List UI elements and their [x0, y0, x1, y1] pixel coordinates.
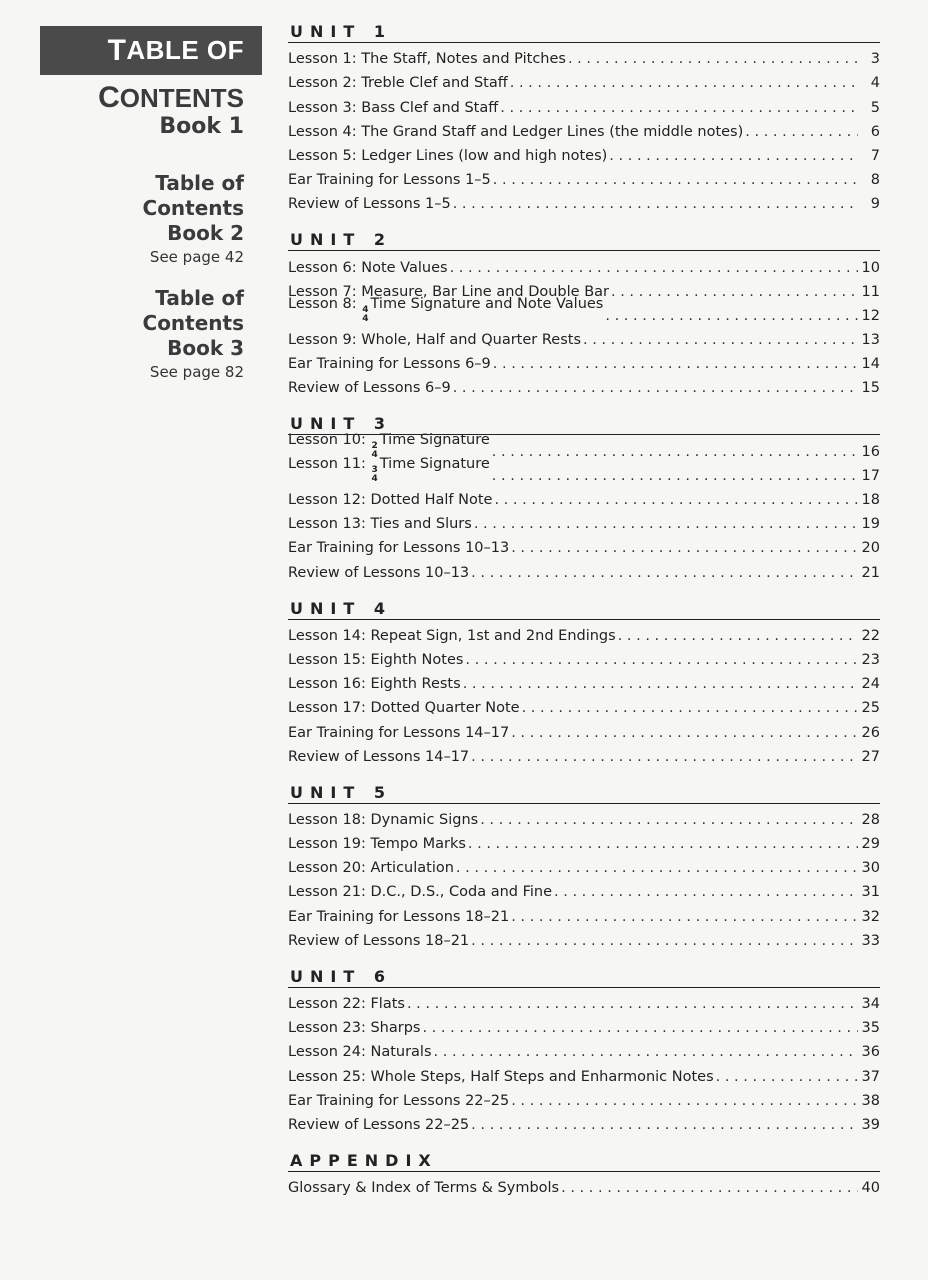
- dot-leader: [471, 749, 858, 765]
- entry-label: [288, 725, 511, 741]
- entry-label-text: Lesson 7: Measure, Bar Line and Double Bar: [288, 283, 609, 300]
- dot-leader: [492, 444, 858, 460]
- entry-label-text: Lesson 24: Naturals: [288, 1044, 432, 1061]
- entry-label: [288, 516, 474, 532]
- entry-label-text: Lesson 8:: [288, 295, 357, 312]
- unit-section: [288, 783, 880, 949]
- dot-leader: [471, 1117, 858, 1133]
- entry-label: [288, 700, 522, 716]
- entry-label: [288, 75, 510, 91]
- dot-leader: [468, 836, 858, 852]
- dot-leader: [605, 308, 858, 324]
- page-number: 36: [861, 1044, 880, 1061]
- page-number: 22: [861, 627, 880, 644]
- entry-label-text: Lesson 18: Dynamic Signs: [288, 811, 479, 828]
- entry-label: [288, 836, 468, 852]
- unit-section: [288, 22, 880, 212]
- time-signature-top: 2: [371, 440, 378, 451]
- page-number: 4: [870, 75, 880, 92]
- unit-section: [288, 599, 880, 765]
- entry-label: [288, 1093, 511, 1109]
- entry-label-text: Lesson 14: Repeat Sign, 1st and 2nd Endings: [288, 627, 616, 644]
- dot-leader: [407, 996, 858, 1012]
- entry-label-text: Lesson 15: Eighth Notes: [288, 651, 464, 668]
- toc-entry[interactable]: [288, 900, 880, 924]
- page-number: 8: [870, 172, 880, 189]
- dot-leader: [609, 148, 858, 164]
- toc-entry[interactable]: [288, 692, 880, 716]
- page-number: 35: [861, 1020, 880, 1037]
- entry-label: [288, 1117, 471, 1133]
- toc-entry[interactable]: [288, 116, 880, 140]
- entry-label: [288, 628, 618, 644]
- toc-main: [288, 22, 880, 1214]
- page-number: 30: [861, 860, 880, 877]
- dot-leader: [716, 1069, 858, 1085]
- book3-line3: Book 3: [167, 336, 244, 360]
- dot-leader: [471, 565, 858, 581]
- page-number: 39: [861, 1116, 880, 1133]
- page-number: 13: [861, 332, 880, 349]
- entry-label-text: Ear Training for Lessons 1–5: [288, 172, 491, 189]
- dot-leader: [745, 124, 858, 140]
- toc-entry[interactable]: [288, 876, 880, 900]
- toc-entry[interactable]: [288, 668, 880, 692]
- entry-label: [288, 492, 494, 508]
- entry-label-text: Review of Lessons 1–5: [288, 196, 451, 213]
- page-number: 26: [861, 724, 880, 741]
- toc-entry[interactable]: [288, 644, 880, 668]
- unit-heading: UNIT 1: [288, 22, 880, 43]
- entry-label: [288, 652, 465, 668]
- page-number: 29: [861, 836, 880, 853]
- book2-line1: Table of: [155, 171, 244, 195]
- entry-label: [288, 380, 453, 396]
- page-number: 7: [870, 147, 880, 164]
- page-number: 40: [861, 1180, 880, 1197]
- entry-label-text: Ear Training for Lessons 18–21: [288, 908, 510, 925]
- entry-label-suffix: Time Signature: [379, 455, 490, 472]
- entry-label-text: Lesson 22: Flats: [288, 996, 405, 1012]
- dot-leader: [511, 909, 858, 925]
- page-number: 34: [861, 996, 880, 1012]
- page-number: 9: [870, 196, 880, 213]
- entry-label-text: Review of Lessons 10–13: [288, 564, 470, 581]
- dot-leader: [471, 933, 858, 949]
- toc-entry[interactable]: [288, 716, 880, 740]
- toc-entry[interactable]: [288, 91, 880, 115]
- entry-label-text: Lesson 2: Treble Clef and Staff: [288, 75, 508, 92]
- entry-label-text: Lesson 5: Ledger Lines (low and high notes): [288, 147, 608, 164]
- dot-leader: [453, 380, 858, 396]
- toc-entry[interactable]: [288, 188, 880, 212]
- dot-leader: [494, 492, 858, 508]
- toc-entry[interactable]: [288, 852, 880, 876]
- page-number: 16: [861, 443, 880, 460]
- entry-label: [288, 456, 492, 484]
- entry-label-text: Ear Training for Lessons 22–25: [288, 1092, 510, 1109]
- page-number: 37: [861, 1068, 880, 1085]
- entry-label-text: Ear Training for Lessons 10–13: [288, 540, 510, 557]
- dot-leader: [561, 1180, 858, 1196]
- toc-entry[interactable]: [288, 324, 880, 348]
- entry-label-suffix: Time Signature: [379, 431, 490, 448]
- unit-heading: UNIT 3: [288, 414, 880, 435]
- page-number: 31: [861, 884, 880, 901]
- page-number: 38: [861, 1092, 880, 1109]
- page-number: 20: [861, 540, 880, 557]
- entry-label-text: Lesson 3: Bass Clef and Staff: [288, 99, 499, 116]
- entry-label-text: Lesson 21: D.C., D.S., Coda and Fine: [288, 884, 553, 901]
- time-signature-bottom: 4: [371, 449, 378, 460]
- entry-label-text: Lesson 4: The Grand Staff and Ledger Lines (the middle notes): [288, 123, 744, 140]
- page-number: 5: [870, 99, 880, 116]
- dot-leader: [511, 540, 858, 556]
- toc-entry[interactable]: [288, 455, 880, 484]
- book3-line2: Contents: [142, 311, 244, 335]
- dot-leader: [463, 676, 858, 692]
- toc-entry[interactable]: [288, 925, 880, 949]
- entry-label-text: Lesson 11:: [288, 455, 366, 472]
- toc-entry[interactable]: [288, 1085, 880, 1109]
- toc-entry[interactable]: [288, 140, 880, 164]
- entry-label: [288, 1020, 422, 1036]
- entry-label: [288, 996, 407, 1012]
- page-number: 17: [861, 467, 880, 484]
- entry-label: [288, 749, 471, 765]
- page-number: 27: [861, 748, 880, 765]
- toc-entry[interactable]: [288, 1060, 880, 1084]
- entry-label-text: Lesson 10:: [288, 431, 366, 448]
- unit-heading: UNIT 2: [288, 230, 880, 251]
- unit-heading: APPENDIX: [288, 1151, 880, 1172]
- dot-leader: [511, 1093, 858, 1109]
- entry-label-text: Ear Training for Lessons 6–9: [288, 356, 491, 373]
- time-signature-bottom: 4: [371, 473, 378, 484]
- unit-section: [288, 414, 880, 580]
- dot-leader: [618, 628, 858, 644]
- time-signature-fraction: [371, 466, 377, 484]
- unit-heading: UNIT 5: [288, 783, 880, 804]
- page-number: 21: [861, 564, 880, 581]
- toc-entry[interactable]: [288, 484, 880, 508]
- page-number: 11: [861, 283, 880, 300]
- entry-label-text: Glossary & Index of Terms & Symbols: [288, 1180, 560, 1197]
- entry-label: [288, 172, 493, 188]
- toc-entry[interactable]: [288, 1012, 880, 1036]
- entry-label: [288, 676, 463, 692]
- entry-label-text: Review of Lessons 6–9: [288, 380, 451, 397]
- dot-leader: [422, 1020, 858, 1036]
- unit-section: [288, 230, 880, 396]
- book1-label: Book 1: [159, 114, 244, 139]
- dot-leader: [522, 700, 858, 716]
- toc-entry[interactable]: [288, 348, 880, 372]
- dot-leader: [510, 75, 858, 91]
- entry-label: [288, 860, 456, 876]
- unit-section: [288, 1151, 880, 1196]
- dot-leader: [493, 356, 858, 372]
- title-cap-t: T: [107, 33, 127, 67]
- entry-label: [288, 196, 453, 212]
- toc-title-contents: [40, 83, 244, 113]
- toc-entry[interactable]: [288, 1036, 880, 1060]
- toc-entry[interactable]: [288, 43, 880, 67]
- toc-title-banner: [40, 26, 262, 75]
- entry-label: [288, 51, 568, 67]
- page-number: 25: [861, 700, 880, 717]
- time-signature-top: 3: [371, 464, 378, 475]
- entry-label: [288, 260, 450, 276]
- book3-reference: [40, 286, 244, 383]
- unit-heading: UNIT 6: [288, 967, 880, 988]
- toc-entry[interactable]: [288, 988, 880, 1012]
- dot-leader: [511, 725, 858, 741]
- entry-label-text: Lesson 13: Ties and Slurs: [288, 516, 472, 533]
- entry-label-text: Lesson 20: Articulation: [288, 860, 454, 877]
- dot-leader: [434, 1044, 858, 1060]
- dot-leader: [583, 332, 858, 348]
- entry-label: [288, 1044, 434, 1060]
- toc-entry[interactable]: [288, 1109, 880, 1133]
- dot-leader: [493, 172, 858, 188]
- toc-entry[interactable]: [288, 532, 880, 556]
- dot-leader: [554, 884, 858, 900]
- entry-label: [288, 812, 480, 828]
- entry-label: [288, 100, 500, 116]
- page-number: 12: [861, 307, 880, 324]
- page-number: 23: [861, 651, 880, 668]
- page-number: 6: [870, 123, 880, 140]
- entry-label-text: Lesson 12: Dotted Half Note: [288, 492, 493, 508]
- toc-entry[interactable]: [288, 164, 880, 188]
- dot-leader: [568, 51, 858, 67]
- entry-label-text: Lesson 23: Sharps: [288, 1020, 421, 1037]
- dot-leader: [474, 516, 858, 532]
- dot-leader: [450, 260, 858, 276]
- time-signature-fraction: [362, 306, 368, 324]
- entry-label-text: Lesson 6: Note Values: [288, 259, 448, 276]
- page-number: 14: [861, 356, 880, 373]
- entry-label: [288, 148, 609, 164]
- title-rest-2: ONTENTS: [119, 83, 244, 113]
- page-number: 10: [861, 259, 880, 276]
- toc-entry[interactable]: [288, 741, 880, 765]
- page-number: 15: [861, 380, 880, 397]
- entry-label-text: Ear Training for Lessons 14–17: [288, 724, 510, 741]
- entry-label: [288, 356, 493, 372]
- entry-label: [288, 909, 511, 925]
- toc-entry[interactable]: [288, 556, 880, 580]
- book3-line1: Table of: [155, 286, 244, 310]
- unit-section: [288, 967, 880, 1133]
- dot-leader: [611, 284, 858, 300]
- page-number: 28: [861, 811, 880, 828]
- page-number: 19: [861, 516, 880, 533]
- entry-label: [288, 124, 745, 140]
- dot-leader: [492, 468, 858, 484]
- toc-entry[interactable]: [288, 620, 880, 644]
- entry-label-text: Lesson 25: Whole Steps, Half Steps and Enharmonic Notes: [288, 1068, 714, 1085]
- book3-see-page: See page 82: [149, 363, 244, 381]
- entry-label: [288, 884, 554, 900]
- page-number: 3: [870, 51, 880, 68]
- page-number: 33: [861, 932, 880, 949]
- entry-label-text: Lesson 1: The Staff, Notes and Pitches: [288, 51, 566, 68]
- entry-label: [288, 540, 511, 556]
- entry-label: [288, 296, 605, 324]
- entry-label-text: Lesson 9: Whole, Half and Quarter Rests: [288, 332, 581, 349]
- time-signature-bottom: 4: [362, 313, 369, 324]
- entry-label-suffix: Time Signature and Note Values: [370, 295, 604, 312]
- sidebar: [40, 26, 262, 383]
- entry-label-text: Lesson 16: Eighth Rests: [288, 676, 461, 693]
- toc-entry[interactable]: [288, 67, 880, 91]
- toc-entry[interactable]: [288, 508, 880, 532]
- entry-label-text: Lesson 19: Tempo Marks: [288, 836, 466, 853]
- title-cap-c: C: [98, 81, 120, 114]
- entry-label-text: Lesson 17: Dotted Quarter Note: [288, 700, 520, 717]
- toc-entry[interactable]: [288, 804, 880, 828]
- unit-heading: UNIT 4: [288, 599, 880, 620]
- book2-line3: Book 2: [167, 221, 244, 245]
- page-number: 24: [861, 676, 880, 693]
- entry-label: [288, 1069, 716, 1085]
- dot-leader: [480, 812, 858, 828]
- book2-line2: Contents: [142, 196, 244, 220]
- entry-label-text: Review of Lessons 22–25: [288, 1116, 470, 1133]
- title-rest-1: ABLE OF: [126, 35, 244, 65]
- entry-label: [288, 1180, 561, 1196]
- dot-leader: [465, 652, 858, 668]
- book2-reference: [40, 171, 244, 268]
- page-number: 18: [861, 492, 880, 508]
- entry-label: [288, 933, 471, 949]
- toc-entry[interactable]: [288, 372, 880, 396]
- dot-leader: [456, 860, 858, 876]
- toc-entry[interactable]: [288, 828, 880, 852]
- dot-leader: [453, 196, 858, 212]
- entry-label-text: Review of Lessons 18–21: [288, 932, 470, 949]
- time-signature-top: 4: [362, 304, 369, 315]
- toc-entry[interactable]: [288, 251, 880, 275]
- entry-label: [288, 565, 471, 581]
- entry-label: [288, 332, 583, 348]
- page-number: 32: [861, 908, 880, 925]
- toc-entry[interactable]: [288, 1172, 880, 1196]
- toc-entry[interactable]: [288, 295, 880, 324]
- book2-see-page: See page 42: [149, 248, 244, 266]
- entry-label-text: Review of Lessons 14–17: [288, 748, 470, 765]
- dot-leader: [500, 100, 858, 116]
